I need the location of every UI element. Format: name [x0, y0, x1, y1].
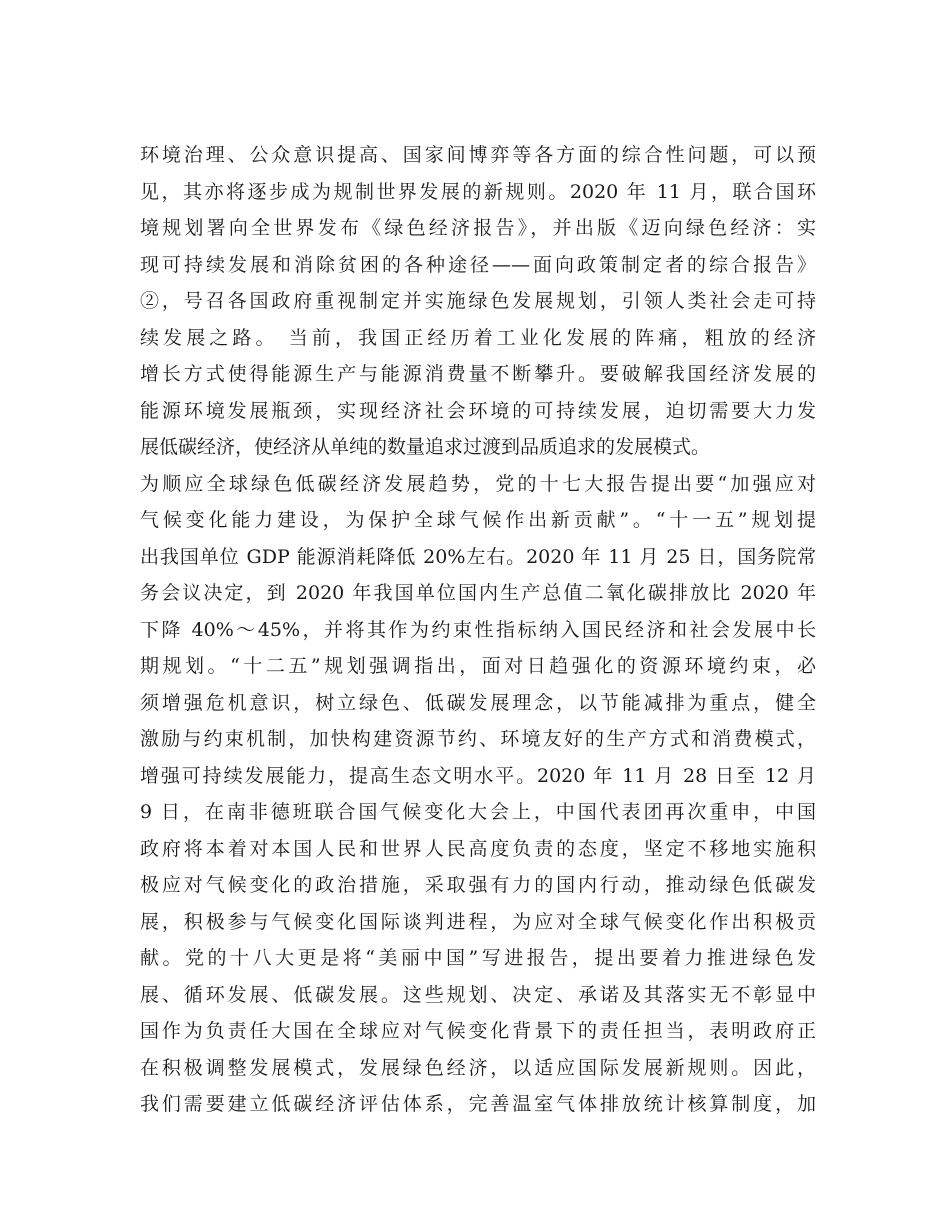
text-line-5: ②，号召各国政府重视制定并实施绿色发展规划，引领人类社会走可持 — [140, 290, 816, 312]
text-line-26: 在积极调整发展模式，发展绿色经济，以适应国际发展新规则。因此， — [140, 1056, 816, 1079]
text-line-11: 气候变化能力建设，为保护全球气候作出新贡献”。“十一五”规划提 — [140, 509, 816, 531]
text-line-20: 政府将本着对本国人民和世界人民高度负责的态度，坚定不移地实施积 — [140, 837, 816, 860]
text-line-17: 激励与约束机制，加快构建资源节约、环境友好的生产方式和消费模式， — [140, 728, 816, 750]
text-line-27: 我们需要建立低碳经济评估体系，完善温室气体排放统计核算制度，加 — [140, 1093, 816, 1115]
text-line-1: 环境治理、公众意识提高、国家间博弈等各方面的综合性问题，可以预 — [140, 144, 816, 166]
text-line-9: 展低碳经济，使经济从单纯的数量追求过渡到品质追求的发展模式。 — [140, 436, 711, 458]
text-line-19: 9 日，在南非德班联合国气候变化大会上，中国代表团再次重申，中国 — [140, 801, 816, 823]
text-line-7: 增长方式使得能源生产与能源消费量不断攀升。要破解我国经济发展的 — [140, 363, 816, 385]
text-line-21: 极应对气候变化的政治措施，采取强有力的国内行动，推动绿色低碳发 — [140, 874, 816, 896]
text-line-3: 境规划署向全世界发布《绿色经济报告》，并出版《迈向绿色经济：实 — [140, 217, 816, 239]
text-line-16: 须增强危机意识，树立绿色、低碳发展理念，以节能减排为重点，健全 — [140, 691, 816, 714]
text-line-2: 见，其亦将逐步成为规制世界发展的新规则。2020 年 11 月，联合国环 — [140, 180, 816, 203]
body-text — [140, 137, 816, 1123]
text-line-25: 国作为负责任大国在全球应对气候变化背景下的责任担当，表明政府正 — [140, 1020, 816, 1042]
text-line-14: 下降 40%～45%，并将其作为约束性指标纳入国民经济和社会发展中长 — [140, 618, 816, 641]
text-line-15: 期规划。“十二五”规划强调指出，面对日趋强化的资源环境约束，必 — [140, 655, 816, 677]
text-line-23: 献。党的十八大更是将“美丽中国”写进报告，提出要着力推进绿色发 — [140, 947, 816, 969]
text-line-10: 为顺应全球绿色低碳经济发展趋势，党的十七大报告提出要“加强应对 — [140, 472, 816, 495]
text-line-8: 能源环境发展瓶颈，实现经济社会环境的可持续发展，迫切需要大力发 — [140, 399, 816, 422]
text-line-18: 增强可持续发展能力，提高生态文明水平。2020 年 11 月 28 日至 12 月 — [140, 764, 816, 787]
text-line-4: 现可持续发展和消除贫困的各种途径——面向政策制定者的综合报告》 — [140, 253, 816, 276]
text-line-12: 出我国单位 GDP 能源消耗降低 20%左右。2020 年 11 月 25 日，国务院常 — [140, 545, 816, 568]
text-line-24: 展、循环发展、低碳发展。这些规划、决定、承诺及其落实无不彰显中 — [140, 983, 816, 1006]
text-line-22: 展，积极参与气候变化国际谈判进程，为应对全球气候变化作出积极贡 — [140, 910, 816, 933]
text-line-6: 续发展之路。 当前，我国正经历着工业化发展的阵痛，粗放的经济 — [140, 326, 816, 349]
text-line-13: 务会议决定，到 2020 年我国单位国内生产总值二氧化碳排放比 2020 年 — [140, 582, 816, 604]
